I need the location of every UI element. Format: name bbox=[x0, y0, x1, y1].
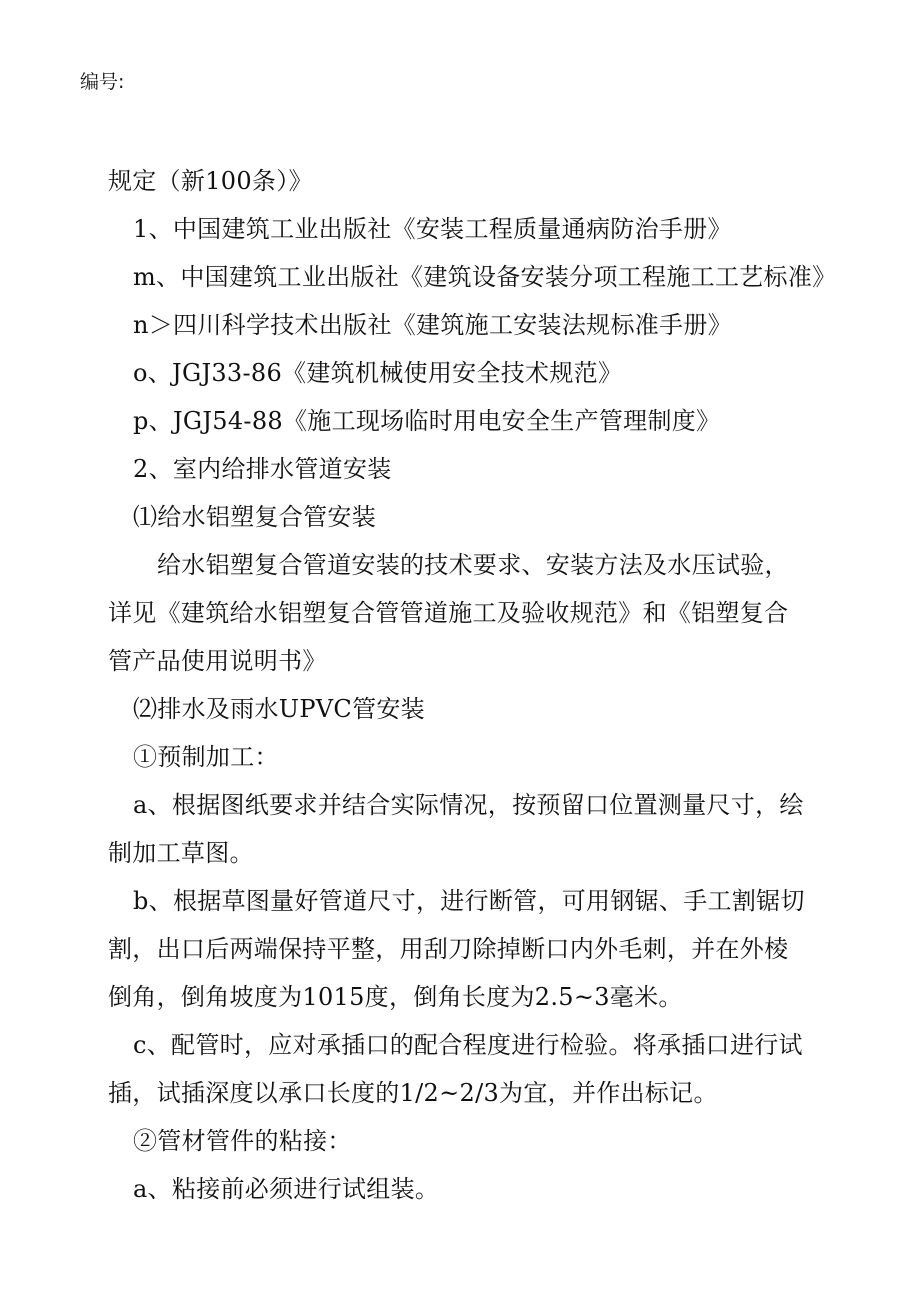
body-line: 规定（新100条）》 bbox=[108, 167, 313, 195]
body-line: 倒角，倒角坡度为1015度，倒角长度为2.5~3毫米。 bbox=[108, 983, 683, 1011]
body-line: 制加工草图。 bbox=[108, 839, 254, 867]
body-line: 给水铝塑复合管道安装的技术要求、安装方法及水压试验， bbox=[157, 551, 789, 579]
body-line: b、根据草图量好管道尺寸，进行断管，可用钢锯、手工割锯切 bbox=[133, 887, 805, 915]
body-line: m、中国建筑工业出版社《建筑设备安装分项工程施工工艺标准》 bbox=[133, 263, 837, 291]
body-line: c、配管时，应对承插口的配合程度进行检验。将承插口进行试 bbox=[133, 1031, 803, 1059]
section-heading: 2、室内给排水管道安装 bbox=[133, 455, 392, 483]
subsection-heading: ⑵排水及雨水UPVC管安装 bbox=[133, 695, 425, 723]
body-line: 详见《建筑给水铝塑复合管管道施工及验收规范》和《铝塑复合 bbox=[108, 599, 789, 627]
body-line: 插，试插深度以承口长度的1/2~2/3为宜，并作出标记。 bbox=[108, 1079, 718, 1107]
body-line: n＞四川科学技术出版社《建筑施工安装法规标准手册》 bbox=[133, 311, 732, 339]
body-line: o、JGJ33-86《建筑机械使用安全技术规范》 bbox=[133, 359, 623, 387]
subsection-heading: ⑴给水铝塑复合管安装 bbox=[133, 503, 376, 531]
body-line: p、JGJ54-88《施工现场临时用电安全生产管理制度》 bbox=[133, 407, 721, 435]
document-number-label: 编号: bbox=[80, 71, 125, 93]
body-line: ①预制加工： bbox=[133, 743, 279, 771]
body-line: a、粘接前必须进行试组装。 bbox=[133, 1175, 440, 1203]
body-line: ②管材管件的粘接： bbox=[133, 1127, 352, 1155]
body-line: 1、中国建筑工业出版社《安装工程质量通病防治手册》 bbox=[133, 215, 732, 243]
body-line: 割，出口后两端保持平整，用刮刀除掉断口内外毛刺，并在外棱 bbox=[108, 935, 789, 963]
body-line: 管产品使用说明书》 bbox=[108, 647, 327, 675]
body-line: a、根据图纸要求并结合实际情况，按预留口位置测量尺寸，绘 bbox=[133, 791, 804, 819]
